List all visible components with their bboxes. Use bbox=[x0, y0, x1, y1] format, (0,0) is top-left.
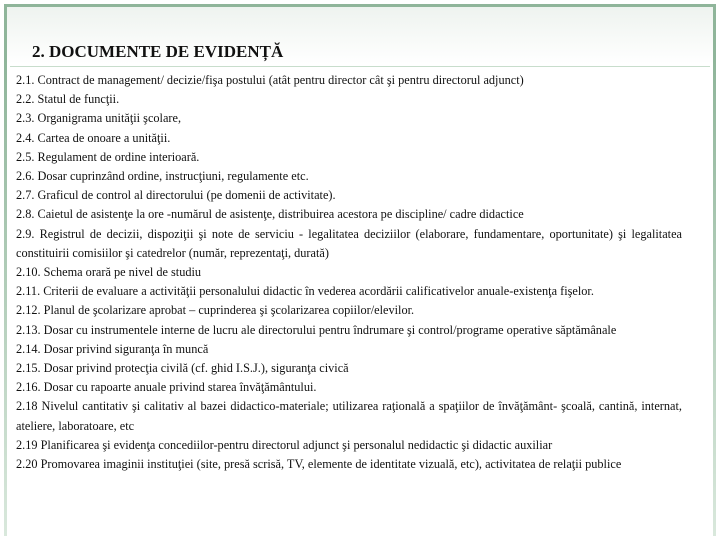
list-item: 2.9. Registrul de decizii, dispoziţii şi note de serviciu - legalitatea deciziilor (elaborare, fundamentare, oportunitate) şi legalitatea constituirii comisiilor şi catedrelor (număr, reprezentaţi, durată) bbox=[16, 226, 682, 260]
list-item: 2.16. Dosar cu rapoarte anuale privind starea învăţământului. bbox=[16, 380, 317, 395]
list-item: 2.20 Promovarea imaginii instituţiei (site, presă scrisă, TV, elemente de identitate vizuală, etc), activitatea de relaţii publice bbox=[16, 457, 622, 472]
list-item: 2.7. Graficul de control al directorului (pe domenii de activitate). bbox=[16, 188, 336, 203]
list-item: 2.19 Planificarea şi evidenţa concediilor-pentru directorul adjunct şi personalul nedidactic şi didactic auxiliar bbox=[16, 437, 553, 452]
list-item: 2.11. Criterii de evaluare a activităţii personalului didactic în vederea acordării calificativelor anuale-existenţa fişelor. bbox=[16, 284, 594, 299]
list-item: 2.15. Dosar privind protecţia civilă (cf. ghid I.S.J.), siguranţa civică bbox=[16, 361, 349, 376]
list-item: 2.10. Schema orară pe nivel de studiu bbox=[16, 265, 202, 280]
slide-frame-right bbox=[713, 60, 716, 536]
page-title: 2. DOCUMENTE DE EVIDENȚĂ bbox=[32, 42, 284, 61]
list-item: 2.5. Regulament de ordine interioară. bbox=[16, 149, 200, 164]
list-item: 2.14. Dosar privind siguranţa în muncă bbox=[16, 341, 209, 356]
list-item: 2.18 Nivelul cantitativ şi calitativ al bazei didactico-materiale; utilizarea raţională a spaţiilor de învăţământ- şcoală, cantină, internat, ateliere, laboratoare, etc bbox=[16, 399, 682, 433]
list-item: 2.4. Cartea de onoare a unităţii. bbox=[16, 130, 171, 145]
list-item: 2.8. Caietul de asistenţe la ore -numărul de asistenţe, distribuirea acestora pe discipline/ cadre didactice bbox=[16, 207, 524, 222]
list-item: 2.2. Statul de funcţii. bbox=[16, 92, 120, 107]
list-item: 2.3. Organigrama unităţii şcolare, bbox=[16, 111, 182, 126]
list-item: 2.6. Dosar cuprinzând ordine, instrucţiuni, regulamente etc. bbox=[16, 169, 309, 184]
list-item: 2.1. Contract de management/ decizie/fişa postului (atât pentru director cât şi pentru directorul adjunct) bbox=[16, 73, 524, 87]
document-list bbox=[16, 71, 682, 474]
slide-frame-left bbox=[4, 60, 7, 536]
list-item: 2.13. Dosar cu instrumentele interne de lucru ale directorului pentru îndrumare şi control/programe operative săptămânale bbox=[16, 322, 617, 337]
title-divider bbox=[10, 66, 710, 67]
list-item: 2.12. Planul de şcolarizare aprobat – cuprinderea şi şcolarizarea copiilor/elevilor. bbox=[16, 303, 415, 318]
